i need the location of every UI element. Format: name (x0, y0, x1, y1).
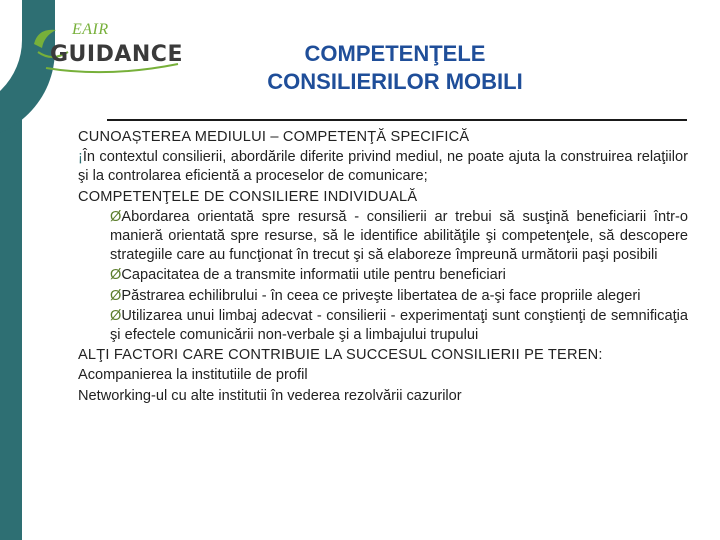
plain-line: Acompanierea la institutiile de profil (78, 367, 308, 384)
fair-guidance-logo (28, 18, 188, 80)
list-item-text: În contextul consilierii, abordările diferite privind mediul, ne poate ajuta la construirea relaţiilor şi la controlarea eficientă a proceselor de comunicare; (78, 149, 688, 185)
sub-list-item-text: Păstrarea echilibrului - în ceea ce priveşte libertatea de a-şi face propriile alegeri (121, 287, 641, 304)
list-item (78, 148, 688, 186)
section-heading-1: CUNOAȘTEREA MEDIULUI – COMPETENŢĂ SPECIFICĂ (78, 129, 470, 145)
logo-small-text: EAIR (72, 21, 109, 38)
arrow-bullet-icon: Ø (110, 287, 122, 304)
arrow-bullet-icon: Ø (110, 267, 122, 284)
arrow-bullet-icon: Ø (110, 208, 122, 225)
section-heading-3: ALŢI FACTORI CARE CONTRIBUIE LA SUCCESUL CONSILIERII PE TEREN: (78, 347, 603, 364)
slide-body (78, 128, 688, 407)
title-line-1: COMPETENŢELE (304, 41, 486, 66)
plain-line: Networking-ul cu alte institutii în vederea rezolvării cazurilor (78, 387, 462, 404)
sub-list-item-text: Capacitatea de a transmite informatii utile pentru beneficiari (121, 267, 506, 284)
sub-list-item (110, 208, 688, 266)
sub-list-item-text: Abordarea orientată spre resursă - consilierii ar trebui să susţină beneficiarii într-o manieră orientată spre resurse, să le identifice abilităţile şi competenţele, să descopere strategiile care au funcţionat în trecut şi să elaboreze împreună următorii paşi posibili (110, 208, 688, 264)
logo-word: GUIDANCE (50, 42, 183, 67)
page-title (200, 40, 590, 96)
section-heading-2: COMPETENŢELE DE CONSILIERE INDIVIDUALĂ (78, 188, 418, 205)
sub-list-item-text: Utilizarea unui limbaj adecvat - consilierii - experimentaţi sunt conştienţi de semnificaţia şi efectele comunicării non-verbale şi a limbajului trupului (110, 307, 688, 344)
title-line-2: CONSILIERILOR MOBILI (267, 69, 523, 94)
bullet-icon: ¡ (78, 149, 83, 166)
sub-list-item (110, 307, 688, 345)
title-divider (107, 119, 687, 121)
arrow-bullet-icon: Ø (110, 307, 122, 324)
sub-list-item (110, 266, 688, 285)
sub-list-item (110, 287, 688, 306)
